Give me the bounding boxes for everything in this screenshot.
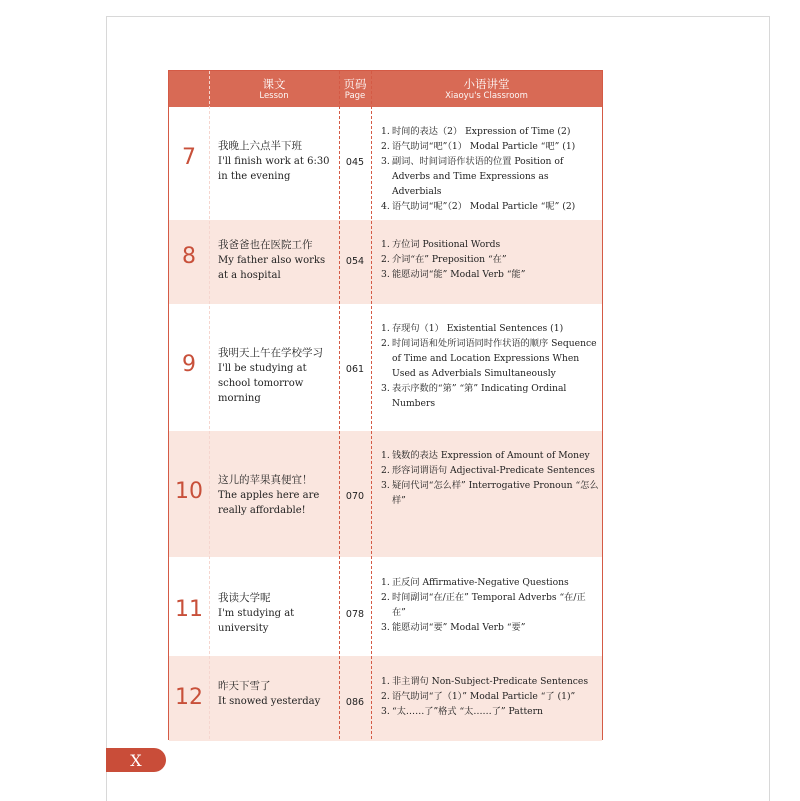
- lesson-row: [169, 220, 602, 304]
- lesson-title-en: It snowed yesterday: [218, 696, 321, 707]
- lesson-page-number: 070: [345, 491, 365, 502]
- grammar-topic-item: [381, 590, 599, 620]
- lesson-title-en: I'll finish work at 6:30 in the evening: [218, 156, 330, 182]
- grammar-topic-text: “太……了”格式 “太……了” Pattern: [392, 706, 543, 717]
- lesson-title: [218, 591, 336, 636]
- grammar-topic-text: 副词、时间词语作状语的位置 Position of Adverbs and Time Expressions as Adverbials: [392, 156, 564, 197]
- lesson-row: [169, 431, 602, 557]
- grammar-topic-number: 1.: [381, 450, 390, 461]
- grammar-topic-number: 3.: [381, 269, 390, 280]
- lesson-title: [218, 473, 336, 518]
- grammar-topic-number: 3.: [381, 480, 390, 491]
- grammar-topic-number: 1.: [381, 239, 390, 250]
- grammar-topics: [381, 321, 599, 411]
- header-lesson-en: Lesson: [259, 90, 289, 101]
- grammar-topic-number: 2.: [381, 254, 390, 265]
- table-header: [169, 71, 602, 107]
- lesson-number: 12: [175, 685, 203, 710]
- lesson-number: 10: [175, 479, 203, 504]
- header-page: [339, 71, 371, 107]
- lesson-page-number: 054: [345, 256, 365, 267]
- lesson-title: [218, 139, 336, 184]
- header-lesson: [209, 71, 339, 107]
- grammar-topic-text: 疑问代词“怎么样” Interrogative Pronoun “怎么样”: [392, 480, 599, 506]
- grammar-topic-number: 1.: [381, 323, 390, 334]
- grammar-topic-text: 存现句（1） Existential Sentences (1): [392, 323, 564, 334]
- grammar-topic-number: 1.: [381, 577, 390, 588]
- lesson-title-en: I'm studying at university: [218, 608, 295, 634]
- lesson-number: 7: [182, 145, 196, 170]
- grammar-topic-text: 介词“在” Preposition “在”: [392, 254, 507, 265]
- grammar-topic-number: 2.: [381, 691, 390, 702]
- grammar-topic-number: 1.: [381, 676, 390, 687]
- grammar-topic-text: 方位词 Positional Words: [392, 239, 501, 250]
- grammar-topic-text: 时间词语和处所词语同时作状语的顺序 Sequence of Time and Location Expressions When Used as Adverbials Simultaneously: [392, 338, 597, 379]
- lesson-row: [169, 107, 602, 220]
- grammar-topic-number: 4.: [381, 201, 390, 212]
- lesson-title: [218, 679, 336, 709]
- grammar-topic-item: [381, 199, 599, 214]
- lesson-row: [169, 656, 602, 741]
- lesson-page-number: 061: [345, 364, 365, 375]
- grammar-topic-item: [381, 139, 599, 154]
- grammar-topic-text: 钱数的表达 Expression of Amount of Money: [392, 450, 590, 461]
- page-number-tab: [106, 748, 166, 772]
- grammar-topic-item: [381, 478, 599, 508]
- lesson-title-zh: 我读大学呢: [218, 592, 271, 604]
- header-page-zh: 页码: [343, 76, 367, 91]
- grammar-topic-number: 3.: [381, 622, 390, 633]
- grammar-topic-item: [381, 575, 599, 590]
- grammar-topics: [381, 237, 599, 282]
- lesson-title-en: My father also works at a hospital: [218, 255, 326, 281]
- grammar-topic-item: [381, 674, 599, 689]
- lesson-title-en: The apples here are really affordable!: [218, 490, 320, 516]
- grammar-topic-item: [381, 267, 599, 282]
- grammar-topic-number: 2.: [381, 338, 390, 349]
- grammar-topic-text: 语气助词“吧”（1） Modal Particle “吧” (1): [392, 141, 576, 152]
- header-classroom-en: Xiaoyu's Classroom: [445, 90, 528, 101]
- grammar-topic-number: 2.: [381, 465, 390, 476]
- lesson-title-zh: 这儿的苹果真便宜！: [218, 474, 313, 486]
- header-classroom-zh: 小语讲堂: [463, 76, 510, 91]
- grammar-topic-item: [381, 620, 599, 635]
- grammar-topic-number: 1.: [381, 126, 390, 137]
- lesson-number: 11: [175, 597, 203, 622]
- grammar-topics: [381, 448, 599, 508]
- grammar-topic-item: [381, 154, 599, 199]
- grammar-topic-text: 能愿动词“能” Modal Verb “能”: [392, 269, 526, 280]
- header-classroom: [371, 71, 602, 107]
- lesson-number: 9: [182, 352, 196, 377]
- grammar-topic-item: [381, 124, 599, 139]
- lesson-page-number: 045: [345, 157, 365, 168]
- grammar-topic-item: [381, 237, 599, 252]
- column-divider: [339, 71, 340, 739]
- table-of-contents: [168, 70, 603, 740]
- grammar-topic-text: 非主谓句 Non-Subject-Predicate Sentences: [392, 676, 589, 687]
- column-divider: [371, 71, 372, 739]
- lesson-page-number: 078: [345, 609, 365, 620]
- lesson-row: [169, 557, 602, 656]
- grammar-topic-text: 时间的表达（2） Expression of Time (2): [392, 126, 571, 137]
- grammar-topic-text: 语气助词“呢”（2） Modal Particle “呢” (2): [392, 201, 576, 212]
- grammar-topic-item: [381, 321, 599, 336]
- grammar-topic-text: 语气助词“了（1）” Modal Particle “了 (1)”: [392, 691, 576, 702]
- lesson-page-number: 086: [345, 697, 365, 708]
- grammar-topic-item: [381, 252, 599, 267]
- grammar-topic-item: [381, 689, 599, 704]
- column-divider: [209, 71, 210, 739]
- grammar-topics: [381, 124, 599, 214]
- grammar-topics: [381, 575, 599, 635]
- header-lesson-zh: 课文: [262, 76, 286, 91]
- grammar-topic-item: [381, 381, 599, 411]
- grammar-topic-number: 2.: [381, 592, 390, 603]
- grammar-topic-text: 时间副词“在/正在” Temporal Adverbs “在/正在”: [392, 592, 586, 618]
- grammar-topic-item: [381, 448, 599, 463]
- grammar-topics: [381, 674, 599, 719]
- header-page-en: Page: [344, 90, 366, 101]
- lesson-title-zh: 昨天下雪了: [218, 680, 271, 692]
- grammar-topic-item: [381, 463, 599, 478]
- lesson-number: 8: [182, 244, 196, 269]
- grammar-topic-number: 2.: [381, 141, 390, 152]
- lesson-row: [169, 304, 602, 431]
- grammar-topic-text: 表示序数的“第” “第” Indicating Ordinal Numbers: [392, 383, 567, 409]
- lesson-title-zh: 我爸爸也在医院工作: [218, 239, 313, 251]
- grammar-topic-text: 形容词谓语句 Adjectival-Predicate Sentences: [392, 465, 595, 476]
- grammar-topic-text: 能愿动词“要” Modal Verb “要”: [392, 622, 526, 633]
- page-number-label: X: [130, 750, 142, 770]
- lesson-title: [218, 238, 336, 283]
- grammar-topic-number: 3.: [381, 383, 390, 394]
- lesson-title-zh: 我晚上六点半下班: [218, 140, 302, 152]
- lesson-title-zh: 我明天上午在学校学习: [218, 347, 323, 359]
- grammar-topic-text: 正反问 Affirmative-Negative Questions: [392, 577, 569, 588]
- grammar-topic-number: 3.: [381, 706, 390, 717]
- lesson-title: [218, 346, 336, 406]
- grammar-topic-number: 3.: [381, 156, 390, 167]
- lesson-title-en: I'll be studying at school tomorrow morning: [218, 363, 307, 404]
- grammar-topic-item: [381, 336, 599, 381]
- grammar-topic-item: [381, 704, 599, 719]
